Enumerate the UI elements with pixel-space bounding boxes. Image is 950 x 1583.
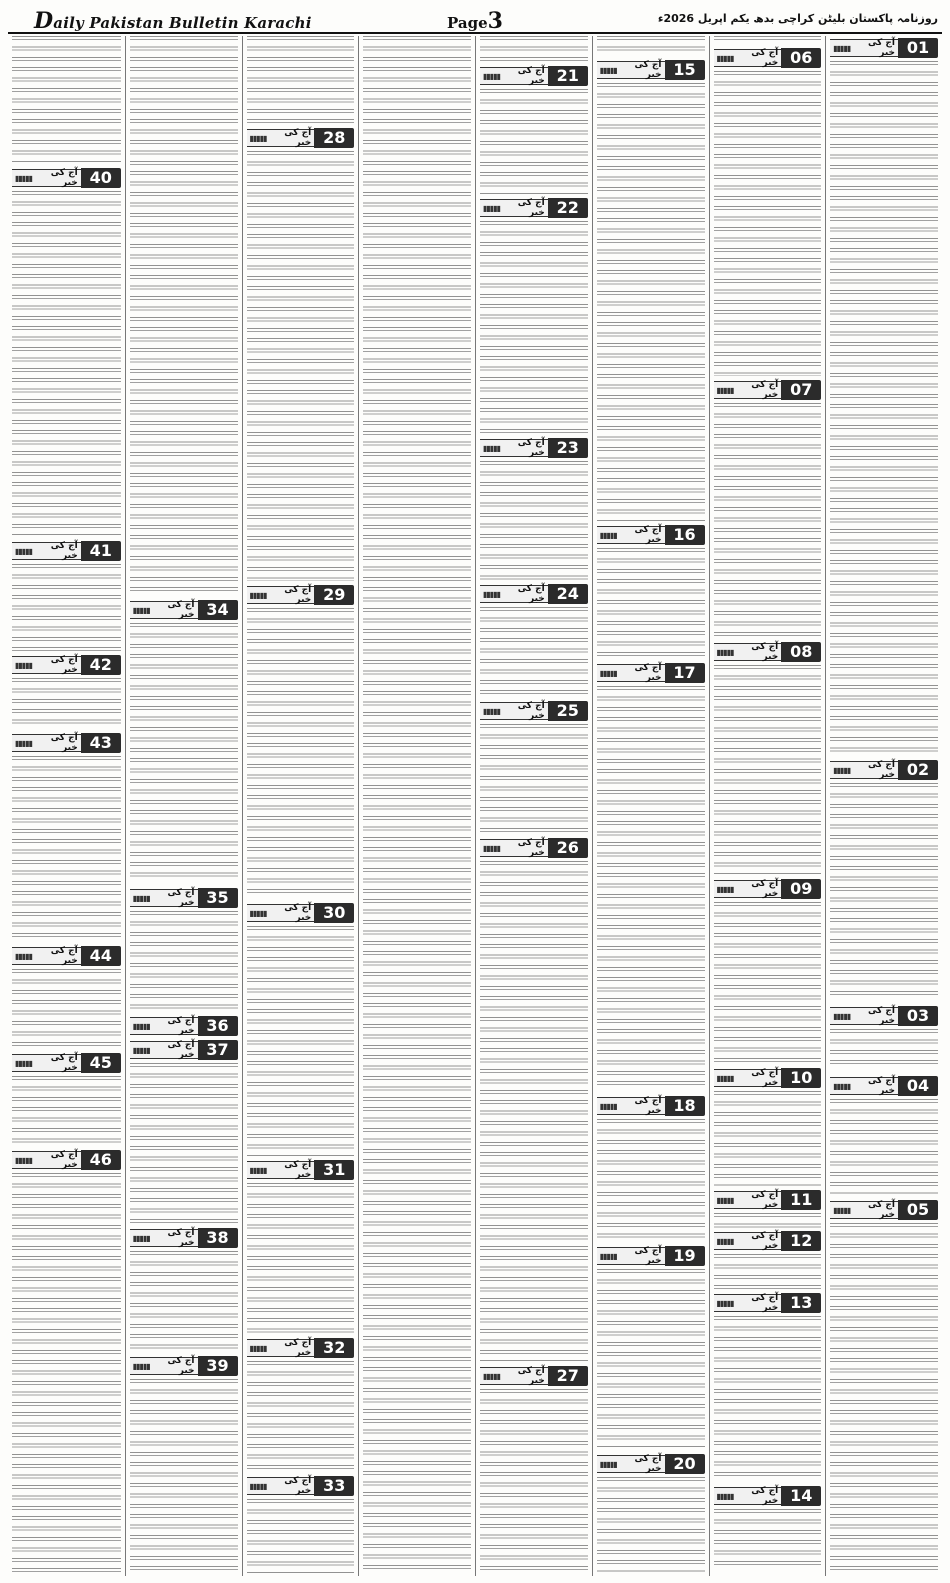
- news-text: [480, 461, 588, 581]
- news-text: [247, 151, 355, 581]
- news-number-badge: 31 آج کی خبر ▮▮▮▮▮: [247, 1160, 355, 1180]
- news-number-badge: 21 آج کی خبر ▮▮▮▮▮: [480, 66, 588, 86]
- news-text: [12, 191, 121, 536]
- separator-bars-icon: ▮▮▮▮▮: [15, 660, 33, 670]
- news-item-36: [130, 1014, 238, 1039]
- news-item-14: [714, 1484, 822, 1509]
- news-text: [247, 1499, 355, 1573]
- news-item-43: [12, 731, 121, 756]
- page-number: Page3: [447, 8, 503, 34]
- news-number-badge: 08 آج کی خبر ▮▮▮▮▮: [714, 642, 822, 662]
- news-text: [130, 1063, 238, 1223]
- separator-bars-icon: ▮▮▮▮▮: [15, 1058, 33, 1068]
- news-text: [247, 608, 355, 898]
- news-text: [480, 724, 588, 834]
- separator-bars-icon: ▮▮▮▮▮: [833, 765, 851, 775]
- news-item-18: [597, 1094, 705, 1119]
- separator-bars-icon: ▮▮▮▮▮: [249, 1165, 267, 1175]
- separator-bars-icon: ▮▮▮▮▮: [15, 173, 33, 183]
- separator-bars-icon: ▮▮▮▮▮: [132, 1361, 150, 1371]
- column-1: [825, 36, 942, 1576]
- column-3: [592, 36, 709, 1576]
- separator-bars-icon: ▮▮▮▮▮: [483, 843, 501, 853]
- newspaper-columns: [8, 36, 942, 1576]
- news-item-05: [830, 1198, 938, 1223]
- news-number-badge: 24 آج کی خبر ▮▮▮▮▮: [480, 584, 588, 604]
- separator-bars-icon: ▮▮▮▮▮: [716, 1195, 734, 1205]
- news-item-46: [12, 1148, 121, 1173]
- separator-bars-icon: ▮▮▮▮▮: [599, 1251, 617, 1261]
- news-text: [480, 36, 588, 62]
- news-number-badge: 22 آج کی خبر ▮▮▮▮▮: [480, 198, 588, 218]
- news-text: [130, 1251, 238, 1351]
- news-item-31: [247, 1158, 355, 1183]
- news-item-06: [714, 46, 822, 71]
- news-item-08: [714, 640, 822, 665]
- news-item-44: [12, 944, 121, 969]
- masthead-urdu-title: روزنامہ پاکستان بلیٹن کراچی بدھ یکم اپریل 2026ء: [657, 12, 938, 25]
- separator-bars-icon: ▮▮▮▮▮: [15, 1155, 33, 1165]
- news-text: [597, 1269, 705, 1449]
- news-text: [480, 861, 588, 1361]
- news-text: [480, 221, 588, 434]
- news-item-22: [480, 196, 588, 221]
- news-item-37: [130, 1038, 238, 1063]
- masthead-english-title: Daily Pakistan Bulletin Karachi: [34, 8, 312, 34]
- news-number-badge: 41 آج کی خبر ▮▮▮▮▮: [12, 541, 121, 561]
- news-number-badge: 20 آج کی خبر ▮▮▮▮▮: [597, 1454, 705, 1474]
- separator-bars-icon: ▮▮▮▮▮: [599, 1459, 617, 1469]
- news-text: [597, 686, 705, 1091]
- news-number-badge: 17 آج کی خبر ▮▮▮▮▮: [597, 663, 705, 683]
- news-number-badge: 25 آج کی خبر ▮▮▮▮▮: [480, 701, 588, 721]
- news-text: [247, 36, 355, 124]
- news-number-badge: 11 آج کی خبر ▮▮▮▮▮: [714, 1190, 822, 1210]
- news-item-15: [597, 58, 705, 83]
- separator-bars-icon: ▮▮▮▮▮: [483, 589, 501, 599]
- separator-bars-icon: ▮▮▮▮▮: [15, 546, 33, 556]
- news-number-badge: 09 آج کی خبر ▮▮▮▮▮: [714, 879, 822, 899]
- news-item-35: [130, 886, 238, 911]
- news-text: [363, 36, 471, 1573]
- news-item-16: [597, 523, 705, 548]
- news-number-badge: 04 آج کی خبر ▮▮▮▮▮: [830, 1076, 938, 1096]
- news-item-39: [130, 1354, 238, 1379]
- separator-bars-icon: ▮▮▮▮▮: [599, 65, 617, 75]
- news-text: [130, 1379, 238, 1573]
- separator-bars-icon: ▮▮▮▮▮: [833, 43, 851, 53]
- news-item-01: [830, 36, 938, 61]
- news-item-03: [830, 1004, 938, 1029]
- news-number-badge: 34 آج کی خبر ▮▮▮▮▮: [130, 600, 238, 620]
- separator-bars-icon: ▮▮▮▮▮: [599, 668, 617, 678]
- news-number-badge: 02 آج کی خبر ▮▮▮▮▮: [830, 760, 938, 780]
- news-item-09: [714, 877, 822, 902]
- news-item-41: [12, 539, 121, 564]
- news-text: [597, 83, 705, 521]
- separator-bars-icon: ▮▮▮▮▮: [132, 1233, 150, 1243]
- separator-bars-icon: ▮▮▮▮▮: [249, 590, 267, 600]
- news-number-badge: 23 آج کی خبر ▮▮▮▮▮: [480, 438, 588, 458]
- news-text: [247, 1361, 355, 1471]
- news-item-13: [714, 1291, 822, 1316]
- news-text: [12, 564, 121, 651]
- separator-bars-icon: ▮▮▮▮▮: [716, 647, 734, 657]
- news-item-19: [597, 1244, 705, 1269]
- separator-bars-icon: ▮▮▮▮▮: [716, 1491, 734, 1501]
- news-number-badge: 46 آج کی خبر ▮▮▮▮▮: [12, 1150, 121, 1170]
- news-item-25: [480, 699, 588, 724]
- news-text: [480, 89, 588, 194]
- news-text: [714, 1254, 822, 1289]
- separator-bars-icon: ▮▮▮▮▮: [599, 1101, 617, 1111]
- news-number-badge: 18 آج کی خبر ▮▮▮▮▮: [597, 1096, 705, 1116]
- news-item-27: [480, 1364, 588, 1389]
- separator-bars-icon: ▮▮▮▮▮: [15, 951, 33, 961]
- news-item-38: [130, 1226, 238, 1251]
- news-item-20: [597, 1452, 705, 1477]
- separator-bars-icon: ▮▮▮▮▮: [483, 443, 501, 453]
- news-number-badge: 15 آج کی خبر ▮▮▮▮▮: [597, 60, 705, 80]
- news-text: [714, 1091, 822, 1186]
- news-text: [830, 61, 938, 756]
- news-text: [714, 403, 822, 638]
- separator-bars-icon: ▮▮▮▮▮: [483, 706, 501, 716]
- column-6: [242, 36, 359, 1576]
- news-text: [247, 926, 355, 1156]
- news-item-32: [247, 1336, 355, 1361]
- news-text: [830, 1223, 938, 1573]
- news-number-badge: 40 آج کی خبر ▮▮▮▮▮: [12, 168, 121, 188]
- news-number-badge: 33 آج کی خبر ▮▮▮▮▮: [247, 1476, 355, 1496]
- news-number-badge: 06 آج کی خبر ▮▮▮▮▮: [714, 48, 822, 68]
- news-text: [830, 1029, 938, 1069]
- column-5: [358, 36, 475, 1576]
- news-number-badge: 16 آج کی خبر ▮▮▮▮▮: [597, 525, 705, 545]
- news-item-23: [480, 436, 588, 461]
- news-item-40: [12, 166, 121, 191]
- column-4: [475, 36, 592, 1576]
- separator-bars-icon: ▮▮▮▮▮: [132, 1045, 150, 1055]
- news-number-badge: 42 آج کی خبر ▮▮▮▮▮: [12, 655, 121, 675]
- news-number-badge: 28 آج کی خبر ▮▮▮▮▮: [247, 128, 355, 148]
- masthead: [8, 6, 942, 34]
- news-number-badge: 38 آج کی خبر ▮▮▮▮▮: [130, 1228, 238, 1248]
- news-item-17: [597, 661, 705, 686]
- separator-bars-icon: ▮▮▮▮▮: [716, 884, 734, 894]
- news-item-12: [714, 1229, 822, 1254]
- news-number-badge: 36 آج کی خبر ▮▮▮▮▮: [130, 1016, 238, 1036]
- news-number-badge: 13 آج کی خبر ▮▮▮▮▮: [714, 1293, 822, 1313]
- news-number-badge: 27 آج کی خبر ▮▮▮▮▮: [480, 1366, 588, 1386]
- news-number-badge: 37 آج کی خبر ▮▮▮▮▮: [130, 1040, 238, 1060]
- separator-bars-icon: ▮▮▮▮▮: [483, 203, 501, 213]
- news-text: [480, 1389, 588, 1573]
- news-item-33: [247, 1474, 355, 1499]
- separator-bars-icon: ▮▮▮▮▮: [483, 1371, 501, 1381]
- column-7: [125, 36, 242, 1576]
- news-text: [12, 1076, 121, 1146]
- column-8: [8, 36, 125, 1576]
- news-number-badge: 14 آج کی خبر ▮▮▮▮▮: [714, 1486, 822, 1506]
- news-number-badge: 01 آج کی خبر ▮▮▮▮▮: [830, 38, 938, 58]
- news-text: [597, 1477, 705, 1572]
- news-item-26: [480, 836, 588, 861]
- news-number-badge: 05 آج کی خبر ▮▮▮▮▮: [830, 1200, 938, 1220]
- news-number-badge: 30 آج کی خبر ▮▮▮▮▮: [247, 903, 355, 923]
- news-text: [714, 36, 822, 44]
- news-text: [12, 969, 121, 1049]
- news-number-badge: 19 آج کی خبر ▮▮▮▮▮: [597, 1246, 705, 1266]
- separator-bars-icon: ▮▮▮▮▮: [249, 1343, 267, 1353]
- separator-bars-icon: ▮▮▮▮▮: [716, 1236, 734, 1246]
- news-number-badge: 26 آج کی خبر ▮▮▮▮▮: [480, 838, 588, 858]
- news-item-28: [247, 126, 355, 151]
- news-text: [830, 1099, 938, 1194]
- separator-bars-icon: ▮▮▮▮▮: [249, 1481, 267, 1491]
- news-text: [130, 623, 238, 883]
- news-text: [480, 607, 588, 697]
- news-text: [597, 36, 705, 56]
- news-text: [830, 783, 938, 1001]
- news-item-21: [480, 64, 588, 89]
- news-number-badge: 12 آج کی خبر ▮▮▮▮▮: [714, 1231, 822, 1251]
- separator-bars-icon: ▮▮▮▮▮: [483, 71, 501, 81]
- news-item-45: [12, 1051, 121, 1076]
- news-text: [714, 71, 822, 376]
- separator-bars-icon: ▮▮▮▮▮: [716, 1298, 734, 1308]
- news-text: [714, 902, 822, 1062]
- news-text: [714, 1316, 822, 1481]
- news-number-badge: 03 آج کی خبر ▮▮▮▮▮: [830, 1006, 938, 1026]
- separator-bars-icon: ▮▮▮▮▮: [249, 133, 267, 143]
- news-number-badge: 35 آج کی خبر ▮▮▮▮▮: [130, 888, 238, 908]
- separator-bars-icon: ▮▮▮▮▮: [833, 1081, 851, 1091]
- news-text: [130, 36, 238, 596]
- news-number-badge: 07 آج کی خبر ▮▮▮▮▮: [714, 380, 822, 400]
- news-text: [12, 1173, 121, 1573]
- news-item-29: [247, 583, 355, 608]
- news-text: [597, 548, 705, 658]
- news-item-24: [480, 582, 588, 607]
- news-number-badge: 44 آج کی خبر ▮▮▮▮▮: [12, 946, 121, 966]
- news-text: [714, 665, 822, 875]
- separator-bars-icon: ▮▮▮▮▮: [132, 605, 150, 615]
- news-item-04: [830, 1074, 938, 1099]
- news-item-11: [714, 1188, 822, 1213]
- news-item-10: [714, 1066, 822, 1091]
- separator-bars-icon: ▮▮▮▮▮: [716, 1073, 734, 1083]
- separator-bars-icon: ▮▮▮▮▮: [15, 738, 33, 748]
- news-item-07: [714, 378, 822, 403]
- separator-bars-icon: ▮▮▮▮▮: [249, 908, 267, 918]
- news-text: [12, 36, 121, 164]
- news-text: [12, 678, 121, 728]
- news-text: [247, 1183, 355, 1333]
- news-text: [12, 756, 121, 941]
- news-number-badge: 43 آج کی خبر ▮▮▮▮▮: [12, 733, 121, 753]
- news-item-42: [12, 653, 121, 678]
- separator-bars-icon: ▮▮▮▮▮: [132, 1021, 150, 1031]
- news-item-34: [130, 598, 238, 623]
- separator-bars-icon: ▮▮▮▮▮: [132, 893, 150, 903]
- news-number-badge: 29 آج کی خبر ▮▮▮▮▮: [247, 585, 355, 605]
- news-number-badge: 10 آج کی خبر ▮▮▮▮▮: [714, 1068, 822, 1088]
- news-text: [130, 911, 238, 1011]
- news-item-30: [247, 901, 355, 926]
- news-text: [714, 1509, 822, 1571]
- column-2: [709, 36, 826, 1576]
- news-number-badge: 39 آج کی خبر ▮▮▮▮▮: [130, 1356, 238, 1376]
- news-text: [714, 1213, 822, 1228]
- separator-bars-icon: ▮▮▮▮▮: [833, 1011, 851, 1021]
- separator-bars-icon: ▮▮▮▮▮: [716, 53, 734, 63]
- separator-bars-icon: ▮▮▮▮▮: [833, 1205, 851, 1215]
- separator-bars-icon: ▮▮▮▮▮: [599, 530, 617, 540]
- news-number-badge: 45 آج کی خبر ▮▮▮▮▮: [12, 1053, 121, 1073]
- news-text: [597, 1119, 705, 1242]
- news-item-02: [830, 758, 938, 783]
- separator-bars-icon: ▮▮▮▮▮: [716, 385, 734, 395]
- news-number-badge: 32 آج کی خبر ▮▮▮▮▮: [247, 1338, 355, 1358]
